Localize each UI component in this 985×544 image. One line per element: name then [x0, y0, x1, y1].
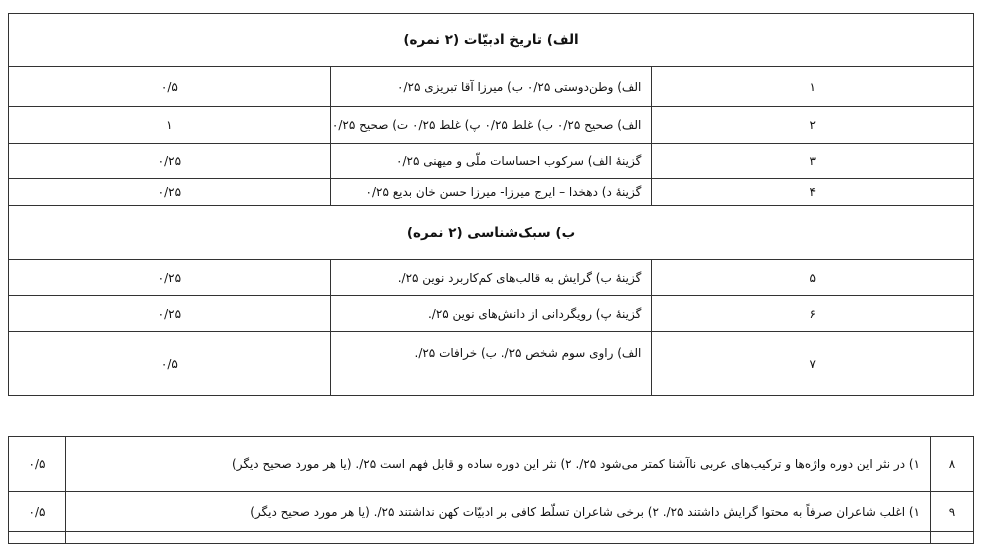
section-b-title: ب) سبک‌شناسی (۲ نمره)	[9, 206, 974, 260]
table-row	[9, 296, 974, 332]
score-cell: ۱	[9, 107, 331, 144]
answer-key-table	[8, 13, 974, 396]
answer-text: گزینهٔ پ) رویگردانی از دانش‌های نوین ۲۵/.	[330, 296, 652, 332]
answer-text: الف) صحیح ۰/۲۵ ب) غلط ۰/۲۵ پ) غلط ۰/۲۵ ت) صحیح ۰/۲۵	[330, 107, 652, 144]
question-number: ۶	[652, 296, 974, 332]
answer-text: ۱) اغلب شاعران صرفاً به محتوا گرایش داشتند ۲۵/. ۲) برخی شاعران تسلّط کافی بر ادبیّات کهن نداشتند ۲۵/. (یا هر مورد صحیح دیگر)	[66, 492, 931, 532]
table-row	[9, 179, 974, 206]
answer-text: گزینهٔ د) دهخدا – ایرج میرزا- میرزا حسن خان بدیع ۰/۲۵	[330, 179, 652, 206]
table-row	[9, 437, 974, 492]
score-cell: ۰/۵	[9, 332, 331, 396]
table-row	[9, 144, 974, 179]
question-number: ۹	[931, 492, 974, 532]
table-row	[9, 67, 974, 107]
answer-text: ۱) در نثر این دوره واژه‌ها و ترکیب‌های عربی ناآشنا کمتر می‌شود ۲۵/. ۲) نثر این دوره ساده و قابل فهم است ۲۵/. (یا هر مورد صحیح دیگر)	[66, 437, 931, 492]
answer-text: الف) وطن‌دوستی ۰/۲۵ ب) میرزا آقا تبریزی ۰/۲۵	[330, 67, 652, 107]
score-cell: ۰/۲۵	[9, 144, 331, 179]
question-number: ۸	[931, 437, 974, 492]
table-row	[9, 107, 974, 144]
section-header-row	[9, 14, 974, 67]
question-number: ۳	[652, 144, 974, 179]
score-cell: ۰/۲۵	[9, 179, 331, 206]
table-row	[9, 260, 974, 296]
table-row	[9, 332, 974, 396]
question-number: ۷	[652, 332, 974, 396]
section-header-row	[9, 206, 974, 260]
question-number: ۴	[652, 179, 974, 206]
question-number: ۲	[652, 107, 974, 144]
answer-text: گزینهٔ ب) گرایش به قالب‌های کم‌کاربرد نوین ۲۵/.	[330, 260, 652, 296]
table-row	[9, 492, 974, 532]
section-a-title: الف) تاریخ ادبیّات (۲ نمره)	[9, 14, 974, 67]
score-cell: ۰/۵	[9, 437, 66, 492]
answer-text: گزینهٔ الف) سرکوب احساسات ملّی و میهنی ۰/۲۵	[330, 144, 652, 179]
score-cell: ۰/۲۵	[9, 260, 331, 296]
question-number: ۵	[652, 260, 974, 296]
answer-key-table-continued	[8, 436, 974, 544]
score-cell: ۰/۵	[9, 492, 66, 532]
score-cell: ۰/۲۵	[9, 296, 331, 332]
question-number: ۱	[652, 67, 974, 107]
answer-text: الف) راوی سوم شخص ۲۵/. ب) خرافات ۲۵/.	[330, 332, 652, 396]
score-cell: ۰/۵	[9, 67, 331, 107]
